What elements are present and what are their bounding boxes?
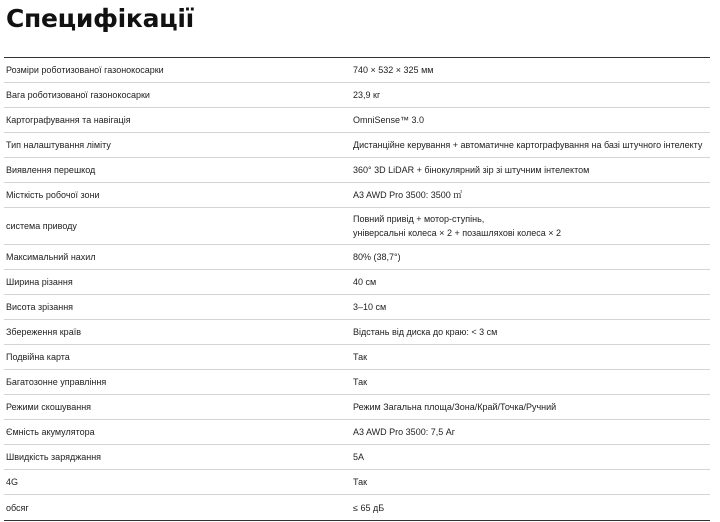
table-row: [4, 208, 710, 245]
spec-value: Так: [353, 377, 368, 387]
specifications-table: [4, 57, 710, 521]
spec-value: [353, 212, 710, 240]
table-row: [4, 370, 710, 395]
spec-label: Вага роботизованої газонокосарки: [6, 90, 150, 100]
table-row: [4, 183, 710, 208]
spec-value: Режим Загальна площа/Зона/Край/Точка/Ручний: [353, 402, 557, 412]
page-title: Специфікації: [6, 4, 194, 33]
spec-label: Місткість робочої зони: [6, 190, 100, 200]
spec-label: Подвійна карта: [6, 352, 70, 362]
spec-label: Виявлення перешкод: [6, 165, 96, 175]
spec-value: ≤ 65 дБ: [353, 502, 385, 513]
table-row: [4, 420, 710, 445]
table-row: [4, 320, 710, 345]
table-row: [4, 58, 710, 83]
spec-value: A3 AWD Pro 3500: 3500 ㎡: [353, 190, 463, 200]
spec-value: Так: [353, 352, 368, 362]
spec-label: Максимальний нахил: [6, 252, 96, 262]
spec-label: Картографування та навігація: [6, 115, 131, 125]
spec-label: Розміри роботизованої газонокосарки: [6, 65, 164, 75]
table-row: [4, 395, 710, 420]
spec-label: Ширина різання: [6, 277, 73, 287]
spec-label: Ємність акумулятора: [6, 427, 95, 437]
spec-value: 5A: [353, 452, 365, 462]
table-row: [4, 108, 710, 133]
spec-value: 80% (38,7°): [353, 252, 401, 262]
table-row: [4, 445, 710, 470]
spec-value: Дистанційне керування + автоматичне картографування на базі штучного інтелекту: [353, 140, 703, 150]
table-row: [4, 270, 710, 295]
spec-value: 740 × 532 × 325 мм: [353, 65, 434, 75]
spec-value: 360° 3D LiDAR + бінокулярний зір зі штучним інтелектом: [353, 165, 590, 175]
spec-label: 4G: [6, 477, 19, 487]
spec-label: Швидкість заряджання: [6, 452, 102, 462]
spec-value-line: універсальні колеса × 2 + позашляхові колеса × 2: [353, 228, 562, 238]
spec-label: обсяг: [6, 502, 29, 513]
spec-value: Так: [353, 477, 368, 487]
spec-value: Відстань від диска до краю: < 3 см: [353, 327, 498, 337]
spec-label: Збереження країв: [6, 327, 81, 337]
spec-label: система приводу: [6, 221, 77, 231]
spec-value: A3 AWD Pro 3500: 7,5 Аг: [353, 427, 456, 437]
table-row: [4, 133, 710, 158]
table-row: [4, 245, 710, 270]
table-row: [4, 295, 710, 320]
table-row: [4, 495, 710, 520]
spec-value: OmniSense™ 3.0: [353, 115, 425, 125]
spec-value: 23,9 кг: [353, 90, 381, 100]
spec-label: Тип налаштування ліміту: [6, 140, 111, 150]
table-row: [4, 345, 710, 370]
spec-label: Багатозонне управління: [6, 377, 107, 387]
table-row: [4, 158, 710, 183]
spec-label: Режими скошування: [6, 402, 92, 412]
spec-value: 3–10 см: [353, 302, 387, 312]
spec-value-line: Повний привід + мотор-ступінь,: [353, 214, 485, 224]
spec-label: Висота зрізання: [6, 302, 74, 312]
table-row: [4, 470, 710, 495]
table-row: [4, 83, 710, 108]
spec-value: 40 см: [353, 277, 377, 287]
